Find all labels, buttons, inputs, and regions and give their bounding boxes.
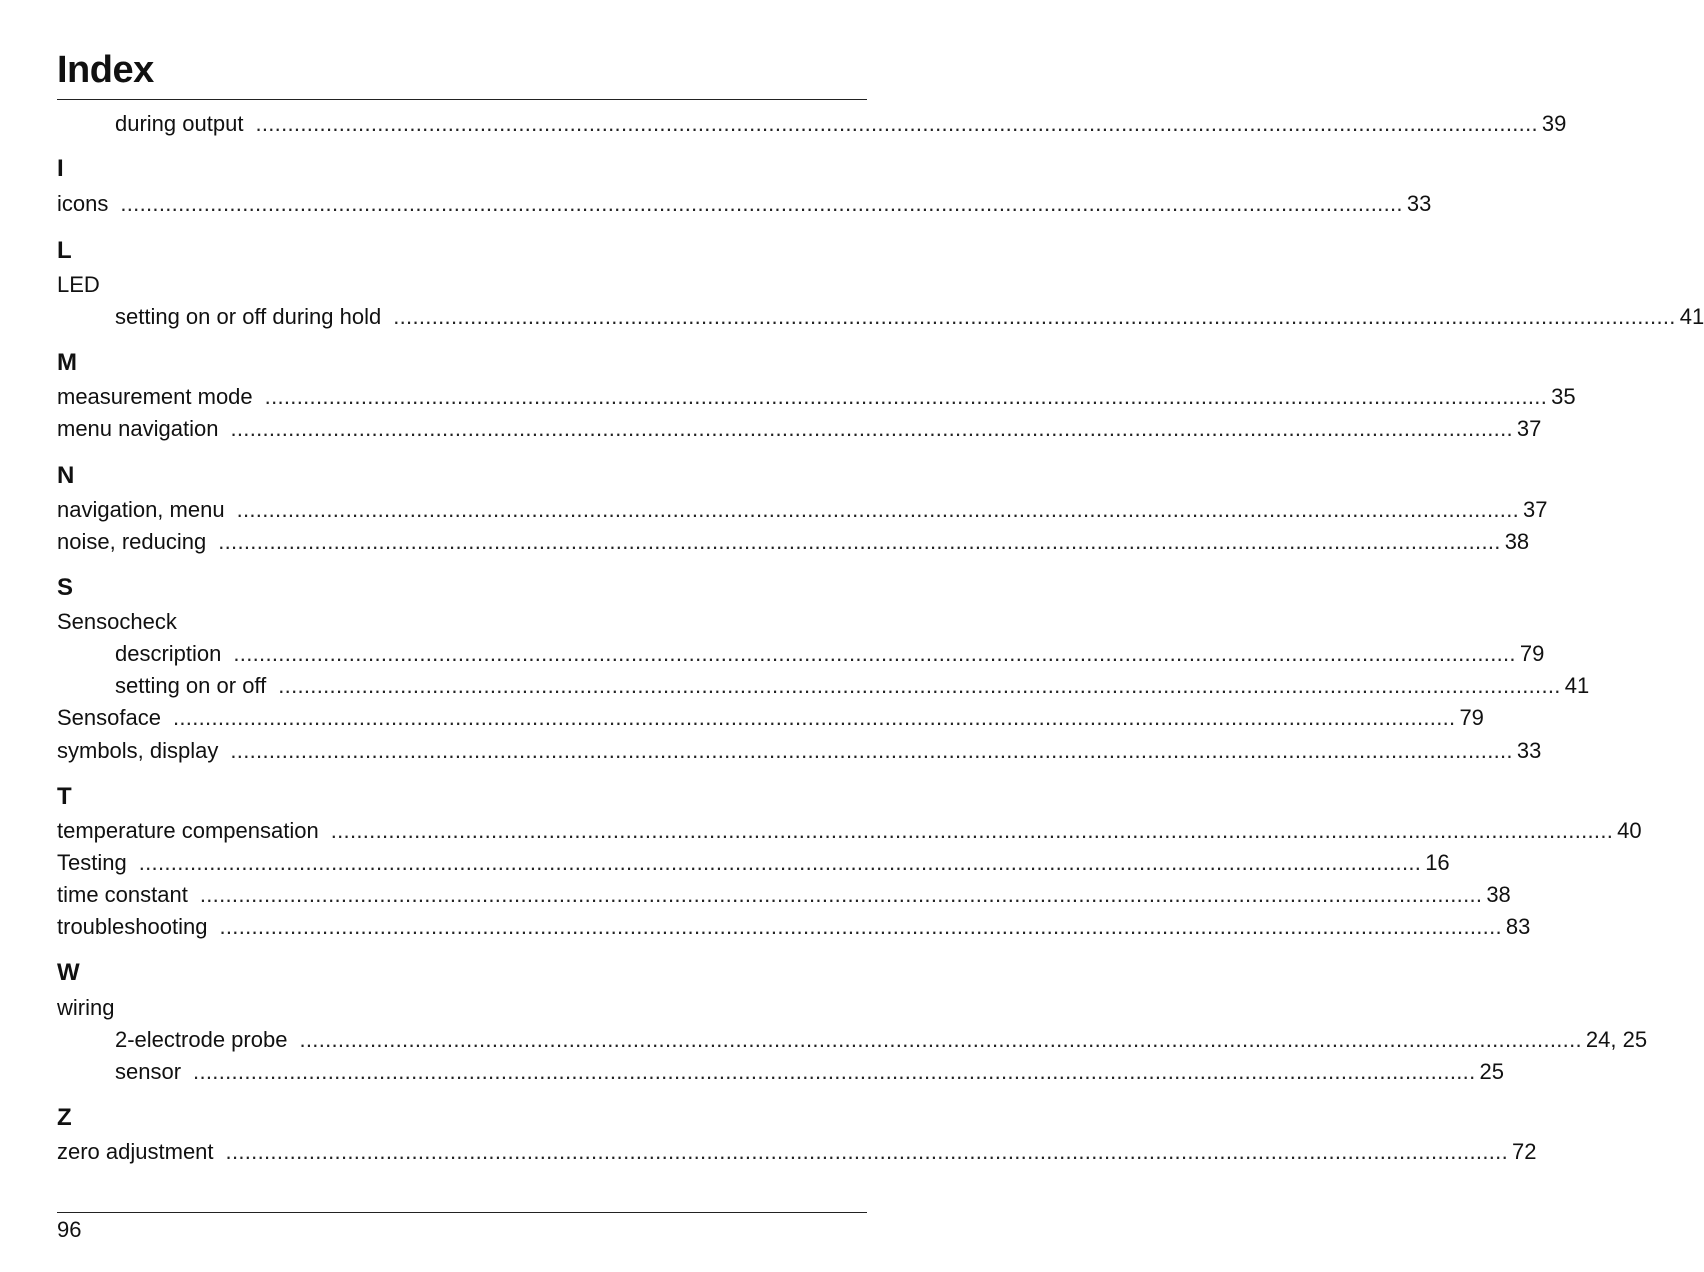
section-heading-m: M: [57, 349, 77, 376]
entry-term: Sensoface: [57, 705, 161, 730]
entry-term: sensor: [115, 1059, 182, 1084]
section-heading-t: T: [57, 783, 72, 810]
entry-page: 39: [1541, 111, 1567, 136]
dot-leader: ........................................................................................................................................................................................................: [330, 818, 1614, 843]
entry-page: 16: [1425, 850, 1450, 875]
dot-leader: ........................................................................................................................................................................................................: [264, 384, 1548, 409]
dot-leader: ........................................................................................................................................................................................................: [255, 111, 1538, 136]
entry-page: 35: [1551, 384, 1576, 409]
footer-rule: [57, 1212, 867, 1213]
dot-leader: ........................................................................................................................................................................................................: [199, 882, 1483, 907]
entry-page: 38: [1504, 529, 1530, 554]
dot-leader: ........................................................................................................................................................................................................: [278, 673, 1561, 698]
entry-term: Testing: [57, 850, 127, 875]
entry-page: 38: [1486, 882, 1511, 907]
entry-page: 33: [1516, 738, 1542, 763]
entry-page: 83: [1505, 914, 1531, 939]
entry-term: 2-electrode probe: [115, 1027, 288, 1052]
dot-leader: ........................................................................................................................................................................................................: [299, 1027, 1582, 1052]
entry-page: 79: [1519, 641, 1545, 666]
index-entry-wiring-sensor: [115, 1057, 1504, 1087]
index-entry-zero-adjustment: [57, 1137, 1537, 1167]
index-entry-temperature-compensation: [57, 816, 1642, 846]
entry-term: temperature compensation: [57, 818, 319, 843]
entry-page: 37: [1523, 497, 1548, 522]
entry-page: 41: [1564, 673, 1590, 698]
index-entry-during-output: [115, 109, 1567, 139]
entry-term: noise, reducing: [57, 529, 207, 554]
section-heading-z: Z: [57, 1104, 72, 1131]
page-number: 96: [57, 1217, 82, 1242]
entry-term: description: [115, 641, 222, 666]
entry-term: measurement mode: [57, 384, 253, 409]
index-entry-led-setting: [115, 302, 1704, 332]
dot-leader: ........................................................................................................................................................................................................: [393, 304, 1676, 329]
entry-term: setting on or off: [115, 673, 267, 698]
index-entry-icons: [57, 189, 1432, 219]
index-entry-noise-reducing: [57, 527, 1530, 557]
index-entry-sensocheck-description: [115, 639, 1545, 669]
dot-leader: ........................................................................................................................................................................................................: [230, 738, 1513, 763]
dot-leader: ........................................................................................................................................................................................................: [219, 914, 1502, 939]
entry-term: troubleshooting: [57, 914, 208, 939]
section-heading-n: N: [57, 462, 75, 489]
index-entry-sensocheck-setting: [115, 671, 1590, 701]
entry-page: 79: [1459, 705, 1484, 730]
index-entry-menu-navigation: [57, 414, 1542, 444]
page-title: Index: [57, 49, 154, 91]
entry-term: time constant: [57, 882, 188, 907]
index-entry-wiring: wiring: [57, 995, 115, 1020]
index-entry-navigation-menu: [57, 495, 1548, 525]
index-entry-sensoface: [57, 703, 1484, 733]
entry-page: 24, 25: [1585, 1027, 1648, 1052]
entry-term: zero adjustment: [57, 1139, 214, 1164]
entry-term: setting on or off during hold: [115, 304, 382, 329]
entry-term: during output: [115, 111, 244, 136]
dot-leader: ........................................................................................................................................................................................................: [225, 1139, 1508, 1164]
entry-term: menu navigation: [57, 416, 219, 441]
index-entry-wiring-2-electrode-probe: [115, 1025, 1648, 1055]
section-heading-s: S: [57, 574, 74, 601]
entry-page: 37: [1516, 416, 1542, 441]
dot-leader: ........................................................................................................................................................................................................: [120, 191, 1403, 216]
dot-leader: ........................................................................................................................................................................................................: [193, 1059, 1476, 1084]
index-entry-troubleshooting: [57, 912, 1531, 942]
index-entry-measurement-mode: [57, 382, 1576, 412]
index-entry-sensocheck: Sensocheck: [57, 609, 177, 634]
dot-leader: ........................................................................................................................................................................................................: [236, 497, 1520, 522]
title-rule: [57, 99, 867, 100]
index-entry-led: LED: [57, 272, 100, 297]
dot-leader: ........................................................................................................................................................................................................: [138, 850, 1422, 875]
entry-page: 41: [1679, 304, 1704, 329]
entry-page: 25: [1479, 1059, 1504, 1084]
entry-term: icons: [57, 191, 109, 216]
dot-leader: ........................................................................................................................................................................................................: [218, 529, 1501, 554]
dot-leader: ........................................................................................................................................................................................................: [233, 641, 1516, 666]
entry-term: navigation, menu: [57, 497, 225, 522]
dot-leader: ........................................................................................................................................................................................................: [230, 416, 1513, 441]
dot-leader: ........................................................................................................................................................................................................: [172, 705, 1456, 730]
index-entry-symbols-display: [57, 736, 1542, 766]
index-entry-time-constant: [57, 880, 1511, 910]
section-heading-w: W: [57, 959, 80, 986]
entry-page: 72: [1512, 1139, 1537, 1164]
section-heading-i: I: [57, 155, 64, 182]
index-entry-testing: [57, 848, 1450, 878]
entry-page: 33: [1406, 191, 1432, 216]
entry-term: symbols, display: [57, 738, 219, 763]
section-heading-l: L: [57, 237, 72, 264]
entry-page: 40: [1617, 818, 1642, 843]
